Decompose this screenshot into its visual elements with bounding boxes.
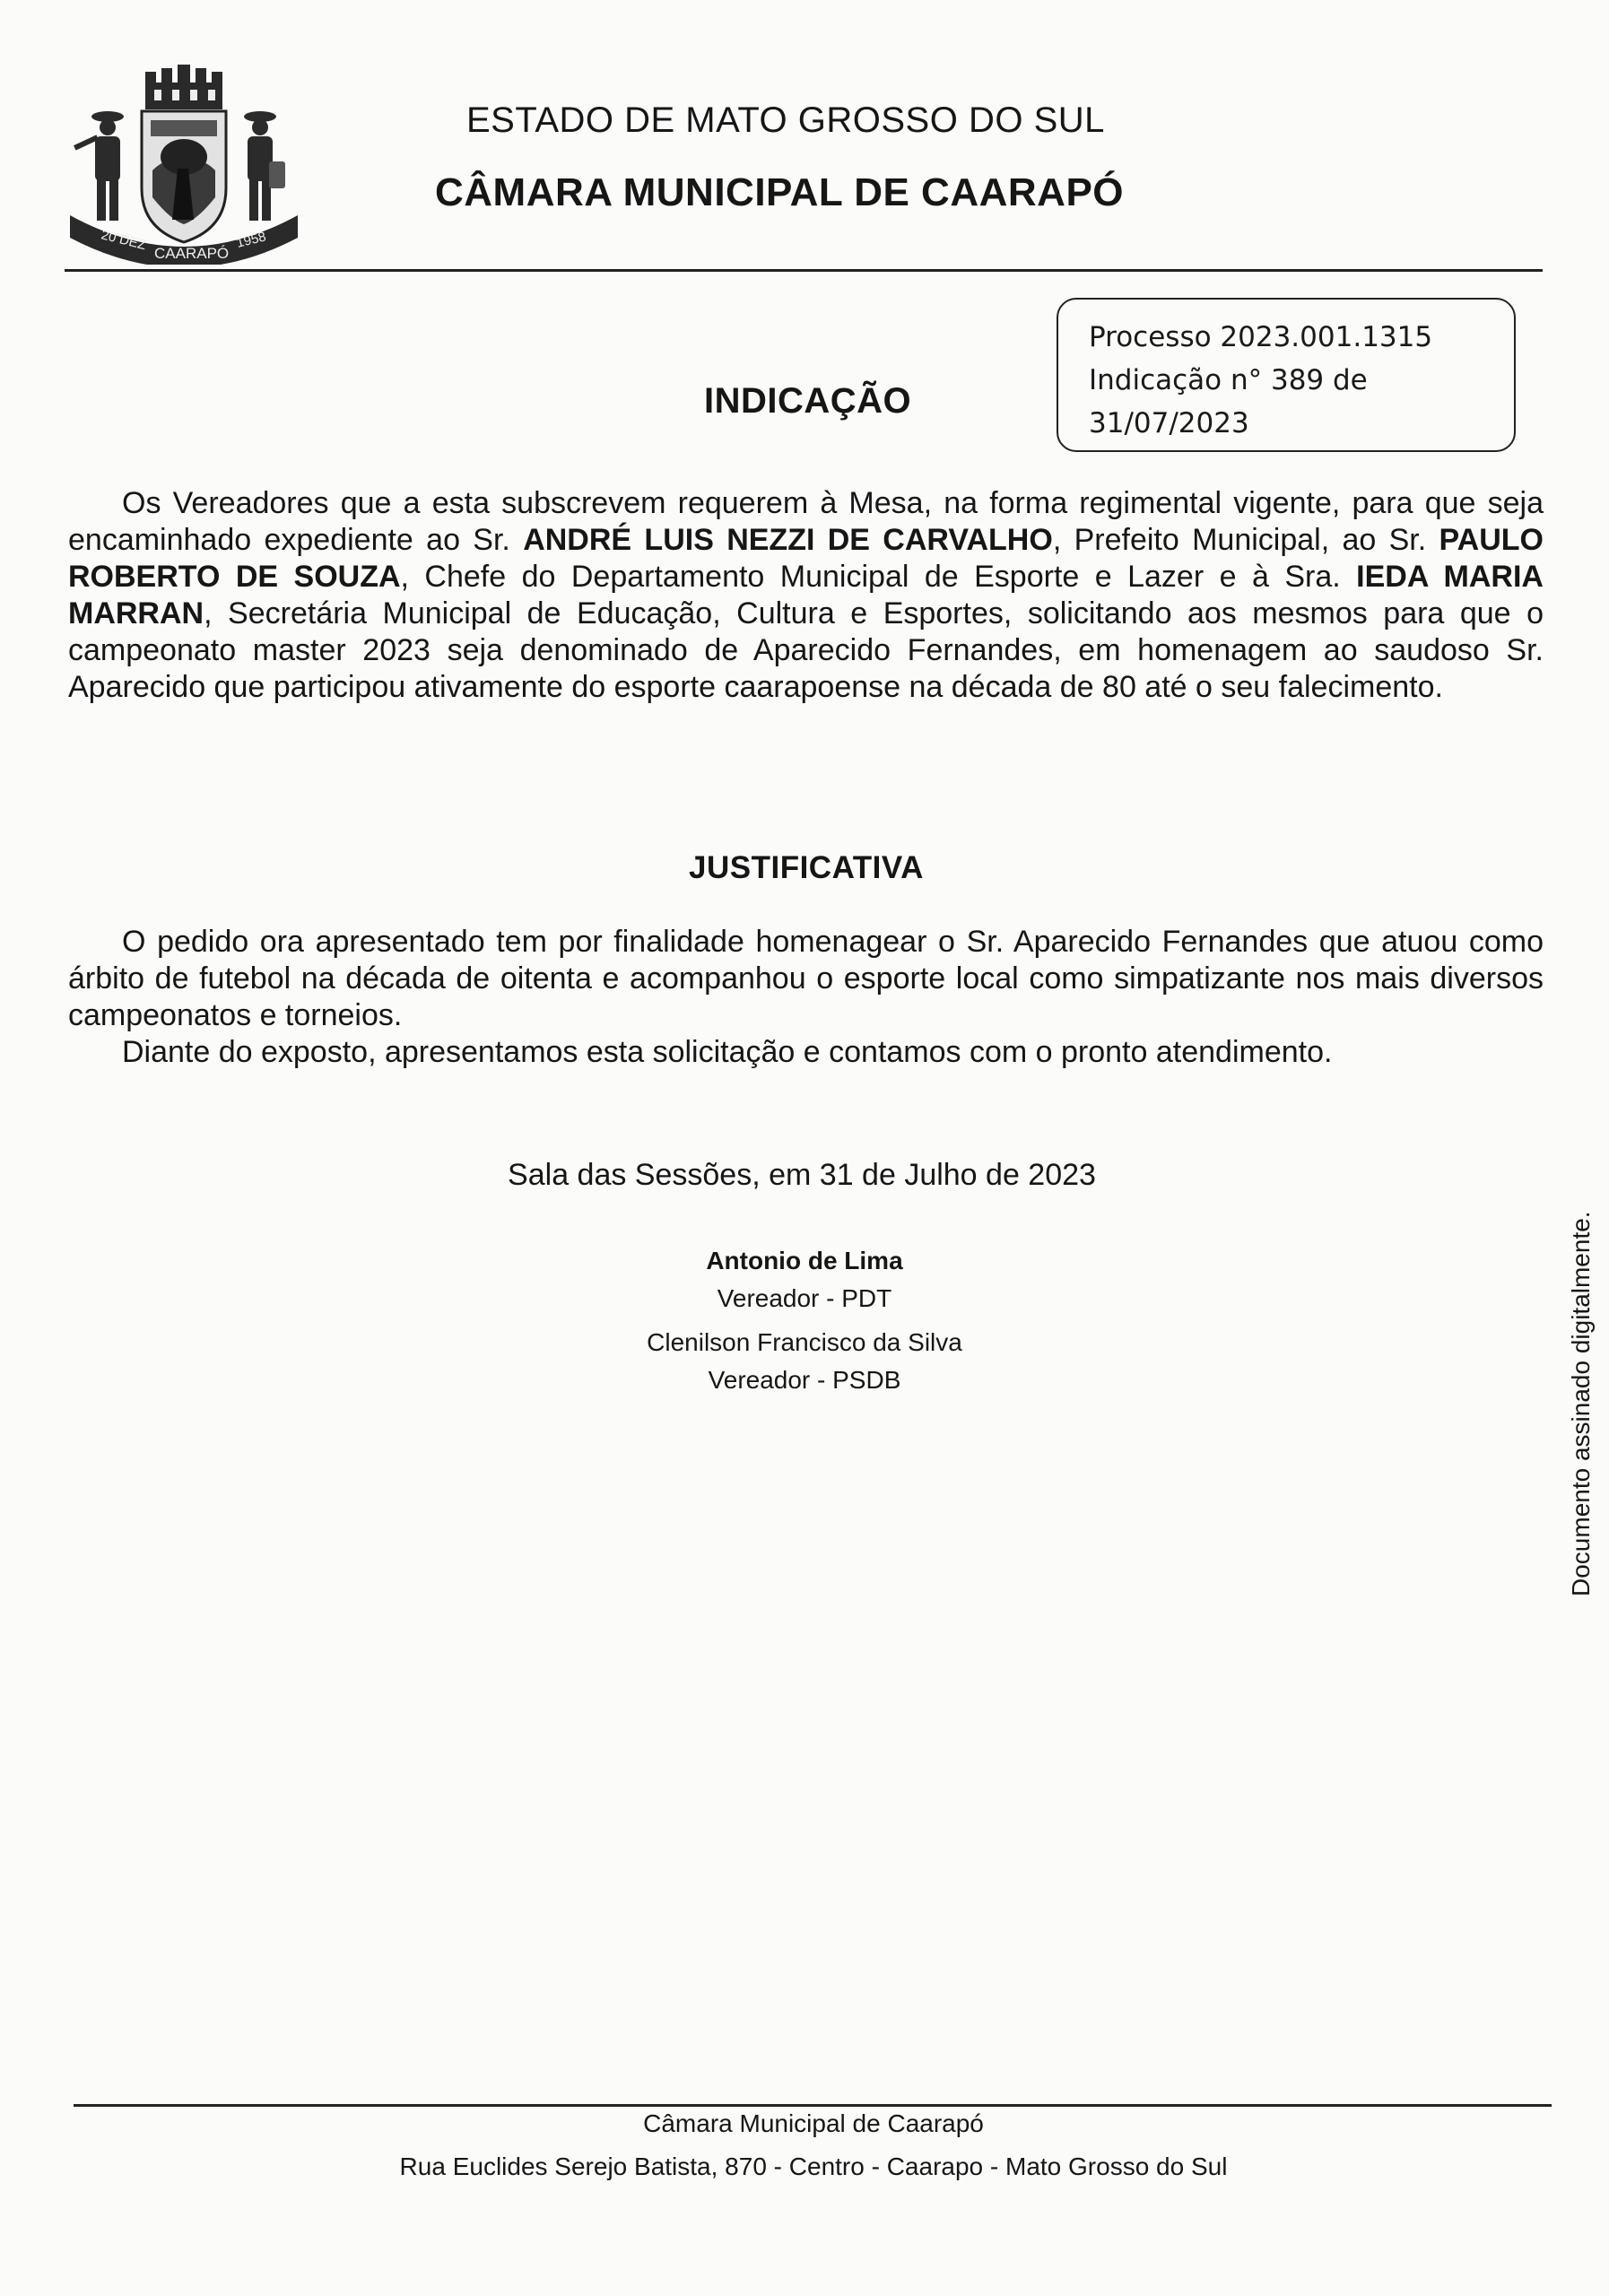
- request-text-a: Os Vereadores que a esta subscrevem requerem à Mesa, na forma regimental vigente, para que seja encaminhado expediente ao Sr.: [68, 486, 1544, 557]
- request-text-d: , Secretária Municipal de Educação, Cultura e Esportes, solicitando aos mesmos para que o campeonato master 2023 seja denominado de Aparecido Fernandes, em homenagem ao saudoso Sr. Aparecido que participou ativamente do esporte caarapoense na década de 80 até o seu falecimento.: [68, 596, 1544, 704]
- footer-address: Rua Euclides Serejo Batista, 870 - Centro - Caarapo - Mato Grosso do Sul: [399, 2152, 1228, 2180]
- document-title: INDICAÇÃO: [704, 381, 912, 421]
- signatory-1-role: Vereador - PDT: [717, 1284, 892, 1312]
- municipal-crest-logo: [63, 63, 305, 265]
- place-and-date: Sala das Sessões, em 31 de Julho de 2023: [508, 1158, 1096, 1192]
- main-request-paragraph: [68, 485, 1544, 706]
- request-text-b: , Prefeito Municipal, ao Sr.: [1052, 523, 1439, 557]
- signatory-2-name: Clenilson Francisco da Silva: [647, 1328, 962, 1356]
- request-text-c: , Chefe do Departamento Municipal de Esporte e Lazer e à Sra.: [400, 560, 1357, 594]
- footer-divider: [74, 2104, 1552, 2107]
- process-stamp-box: [1057, 298, 1516, 452]
- digital-signature-note: Documento assinado digitalmente.: [1567, 1211, 1595, 1596]
- crest-ribbon-left-text: 20 DEZ: [100, 227, 148, 254]
- signature-block: [0, 1242, 1609, 1399]
- crest-ribbon-right-text: 1958: [234, 229, 268, 251]
- justification-text-1: O pedido ora apresentado tem por finalidade homenagear o Sr. Aparecido Fernandes que atuou como árbito de futebol na década de oitenta e acompanhou o esporte local como simpatizante nos mais diversos campeonatos e torneios.: [68, 925, 1544, 1032]
- footer-institution-name: Câmara Municipal de Caarapó: [643, 2109, 984, 2137]
- header-state-name: ESTADO DE MATO GROSSO DO SUL: [466, 100, 1105, 140]
- recipient-mayor-name: ANDRÉ LUIS NEZZI DE CARVALHO: [523, 523, 1053, 557]
- justification-paragraph-1: [68, 924, 1544, 1034]
- recipient-department-head-name: PAULO ROBERTO DE SOUZA: [68, 523, 1544, 594]
- justification-paragraph-2: [68, 1034, 1544, 1071]
- header-divider: [65, 269, 1543, 272]
- indication-number: Indicação n° 389 de: [1089, 364, 1368, 396]
- crest-ribbon-center-text: CAARAPÓ: [154, 245, 230, 262]
- signatory-1-name: Antonio de Lima: [706, 1247, 903, 1274]
- indication-date: 31/07/2023: [1089, 407, 1249, 439]
- signatory-2-role: Vereador - PSDB: [708, 1366, 901, 1394]
- process-number: Processo 2023.001.1315: [1089, 321, 1433, 353]
- header-chamber-name: CÂMARA MUNICIPAL DE CAARAPÓ: [435, 170, 1125, 214]
- recipient-secretary-name: IEDA MARIA MARRAN: [68, 560, 1544, 631]
- justification-title: JUSTIFICATIVA: [689, 850, 924, 885]
- justification-text-2: Diante do exposto, apresentamos esta solicitação e contamos com o pronto atendimento.: [122, 1035, 1333, 1069]
